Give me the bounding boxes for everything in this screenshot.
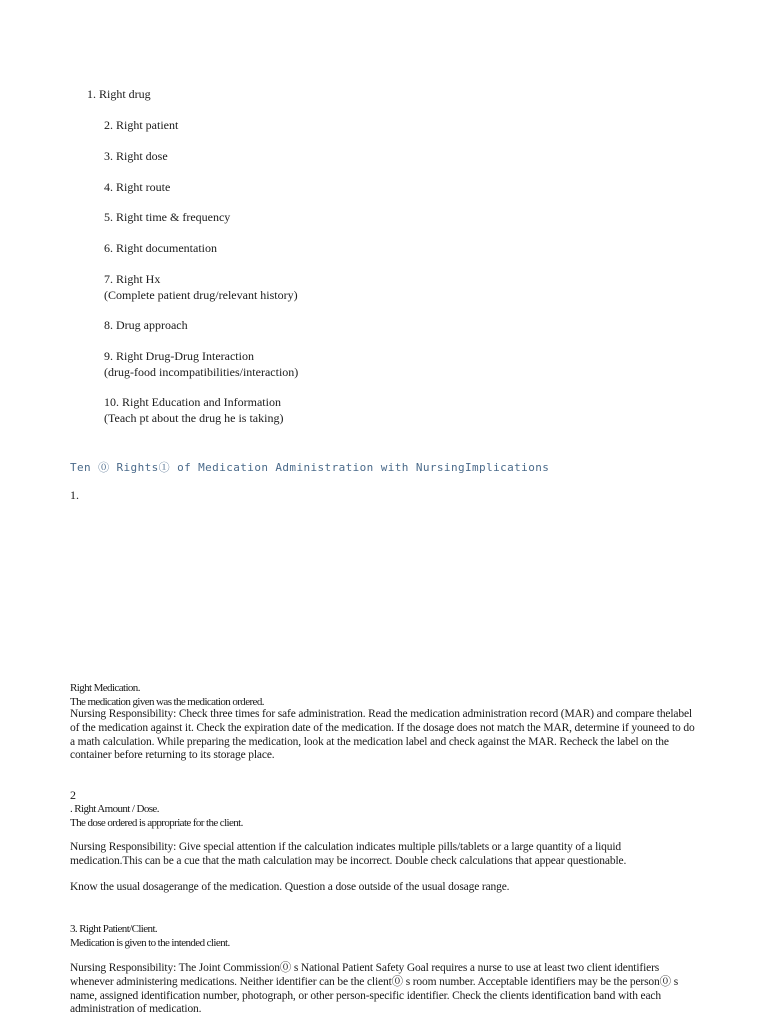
list-item-10: 10. Right Education and Information [104, 395, 281, 409]
section-2-number: 2 [70, 788, 76, 802]
list-item-2: 2. Right patient [104, 118, 179, 132]
section-2-title: . Right Amount / Dose. [70, 803, 159, 815]
section-3-responsibility: Nursing Responsibility: The Joint Commission⓪ s National Patient Safety Goal requires a nurse to use at least two client identifiers whenever administering medications. Neither identifier can be the client⓪ s room number. Acceptable identifiers may be the person⓪ s name, assigned identification number, photograph, or other person-specific identifier. Check the clients identification band with each administration of medication. [70, 962, 679, 1016]
section-3-title: 3. Right Patient/Client. [70, 923, 158, 935]
section-2-responsibility: Nursing Responsibility: Give special attention if the calculation indicates multiple pills/tablets or a large quantity of a liquid medication.This can be a cue that the math calculation may be incorrect. Double check calculations that appear questionable. [70, 841, 627, 867]
section-1-definition: The medication given was the medication ordered. [70, 696, 264, 708]
section-2-extra: Know the usual dosagerange of the medication. Question a dose outside of the usual dosage range. [70, 881, 510, 893]
list-item-9: 9. Right Drug-Drug Interaction [104, 349, 254, 363]
section-2-definition: The dose ordered is appropriate for the client. [70, 817, 243, 829]
list-item-5: 5. Right time & frequency [104, 210, 231, 224]
list-item-8: 8. Drug approach [104, 318, 188, 332]
section-heading: Ten ⓪ Rights① of Medication Administration with NursingImplications [70, 461, 550, 474]
list-item-1: 1. Right drug [87, 87, 151, 101]
list-item-6: 6. Right documentation [104, 241, 217, 255]
list-item-7-sub: (Complete patient drug/relevant history) [104, 288, 298, 302]
list-item-9-sub: (drug-food incompatibilities/interaction) [104, 365, 299, 379]
section-1-responsibility: Nursing Responsibility: Check three times for safe administration. Read the medication administration record (MAR) and compare thelabel of the medication against it. Check the expiration date of the medication. If the dosage does not match the MAR, determine if youneed to do a math calculation. While preparing the medication, look at the medication label and check against the MAR. Recheck the label on the container before returning to its storage place. [70, 708, 695, 762]
section-1-number: 1. [70, 488, 79, 502]
list-item-7: 7. Right Hx [104, 272, 161, 286]
list-item-3: 3. Right dose [104, 149, 168, 163]
section-3-definition: Medication is given to the intended client. [70, 937, 230, 949]
section-1-title: Right Medication. [70, 682, 140, 694]
list-item-10-sub: (Teach pt about the drug he is taking) [104, 411, 284, 425]
list-item-4: 4. Right route [104, 180, 171, 194]
